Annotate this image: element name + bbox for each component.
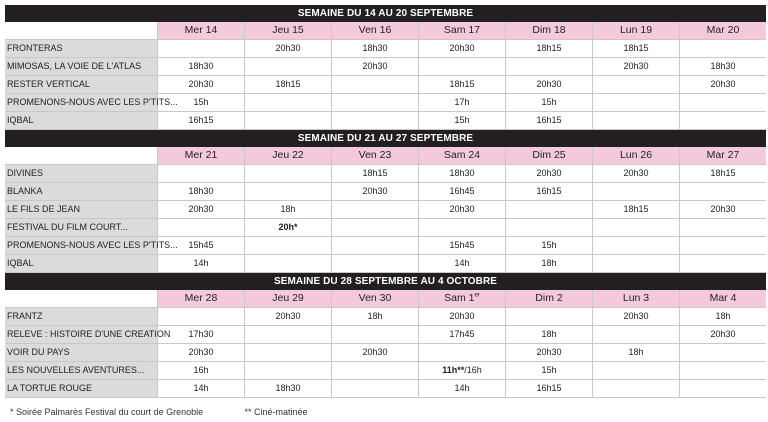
showtime-cell: 18h15 <box>506 40 593 57</box>
film-title: IQBAL <box>5 112 158 129</box>
showtime-cell: 17h30 <box>158 326 245 343</box>
week-title: SEMAINE DU 28 SEPTEMBRE AU 4 OCTOBRE <box>5 273 766 290</box>
day-label: Lun 26 <box>619 149 653 161</box>
showtime-cell: 20h30 <box>245 308 332 325</box>
day-label: Dim 2 <box>535 292 563 304</box>
showtime-cell <box>593 112 680 129</box>
showtime-cell: 17h <box>419 94 506 111</box>
day-header <box>158 290 245 307</box>
showtime-cell: 16h15 <box>506 112 593 129</box>
showtime-cell: 18h15 <box>245 76 332 93</box>
showtime-cell: 18h15 <box>593 201 680 218</box>
showtime-cell: 20h30 <box>710 79 736 89</box>
day-label: Ven 16 <box>358 24 392 36</box>
film-title: DIVINES <box>5 165 158 182</box>
showtime-cell: 17h45 <box>419 326 506 343</box>
showtime-cell: 18h <box>506 326 593 343</box>
film-title: FESTIVAL DU FILM COURT... <box>5 219 158 236</box>
showtime-cell <box>332 255 419 272</box>
day-header <box>419 290 506 307</box>
showtime-cell: 20h30 <box>332 344 419 361</box>
showtime-cell <box>680 183 766 200</box>
day-header <box>680 290 766 307</box>
showtime-cell <box>245 183 332 200</box>
showtime-cell <box>245 112 332 129</box>
showtime-cell: 20h30 <box>593 308 680 325</box>
film-row <box>5 344 766 362</box>
day-header <box>332 22 419 39</box>
showtime-cell <box>593 94 680 111</box>
day-header <box>245 147 332 164</box>
day-header-row <box>5 290 766 308</box>
showtime-cell <box>158 165 245 182</box>
showtime-cell <box>332 94 419 111</box>
film-row <box>5 362 766 380</box>
footnote-festival: * Soirée Palmarès Festival du court de Grenoble <box>10 407 204 417</box>
showtime-cell: 18h15 <box>710 168 736 178</box>
day-label: Mer 21 <box>184 149 218 161</box>
showtime-cell <box>680 255 766 272</box>
showtime-cell: 20h30 <box>506 76 593 93</box>
film-title: FRANTZ <box>5 308 158 325</box>
day-label: Jeu 29 <box>272 292 304 304</box>
showtime-cell <box>332 237 419 254</box>
showtime-cell <box>680 237 766 254</box>
film-row <box>5 255 766 273</box>
showtime-cell <box>680 40 766 57</box>
day-header <box>593 290 680 307</box>
film-title: LES NOUVELLES AVENTURES... <box>5 362 158 379</box>
showtime-cell: 18h30 <box>710 61 736 71</box>
showtime-cell <box>593 76 680 93</box>
film-row <box>5 165 766 183</box>
showtime-cell: 14h <box>158 380 245 397</box>
showtime-cell: 18h30 <box>158 183 245 200</box>
showtime-cell <box>680 112 766 129</box>
showtime-cell <box>332 362 419 379</box>
showtime-cell: 18h30 <box>332 40 419 57</box>
showtime-cell: 14h <box>419 380 506 397</box>
footnote-cine-matinee: ** Ciné-matinée <box>244 407 308 417</box>
showtime-cell <box>419 58 506 75</box>
showtime-cell <box>245 237 332 254</box>
showtime-cell: 18h <box>506 255 593 272</box>
showtime-cell: 15h45 <box>158 237 245 254</box>
day-label: Mer 14 <box>184 24 218 36</box>
day-header <box>680 147 766 164</box>
day-label: Jeu 22 <box>272 149 304 161</box>
day-label: Sam 1 <box>444 292 475 304</box>
day-header <box>506 22 593 39</box>
film-row <box>5 58 766 76</box>
showtime-cell: 20h30 <box>332 183 419 200</box>
week-title: SEMAINE DU 14 AU 20 SEPTEMBRE <box>5 5 766 22</box>
showtime-cell <box>245 58 332 75</box>
showtime-cell <box>506 308 593 325</box>
showtime-cell <box>245 362 332 379</box>
showtime-cell <box>332 112 419 129</box>
film-row <box>5 326 766 344</box>
schedule-table <box>5 5 766 398</box>
showtime-cell <box>680 219 766 236</box>
day-header <box>506 147 593 164</box>
day-header <box>593 22 680 39</box>
day-suffix: er <box>474 292 480 299</box>
showtime-cell: 18h30 <box>245 380 332 397</box>
film-row <box>5 237 766 255</box>
day-label: Lun 3 <box>622 292 650 304</box>
header-spacer <box>5 290 158 307</box>
showtime-cell: 20h* <box>245 219 332 236</box>
showtime-cell: 16h45 <box>419 183 506 200</box>
header-spacer <box>5 22 158 39</box>
showtime-cell: 14h <box>158 255 245 272</box>
day-label: Mer 28 <box>184 292 218 304</box>
day-header <box>245 290 332 307</box>
film-title: FRONTERAS <box>5 40 158 57</box>
showtime-cell: 15h <box>506 362 593 379</box>
showtime-cell <box>158 308 245 325</box>
showtime-cell: 15h45 <box>419 237 506 254</box>
film-title: VOIR DU PAYS <box>5 344 158 361</box>
film-title: PROMENONS-NOUS AVEC LES P'TITS... <box>5 237 158 254</box>
showtime-cell: 15h <box>419 112 506 129</box>
film-title: MIMOSAS, LA VOIE DE L'ATLAS <box>5 58 158 75</box>
showtime-cell: 15h <box>158 94 245 111</box>
showtime-cell <box>680 380 766 397</box>
film-row <box>5 94 766 112</box>
day-header <box>419 22 506 39</box>
day-label: Mar 4 <box>709 292 737 304</box>
showtime-cell: 18h <box>245 201 332 218</box>
showtime-cell: 20h30 <box>419 40 506 57</box>
showtime-cell: 18h <box>593 344 680 361</box>
film-title: RELEVE : HISTOIRE D'UNE CREATION <box>5 326 158 343</box>
day-label: Ven 23 <box>358 149 392 161</box>
day-label: Mar 20 <box>706 24 740 36</box>
showtime-cell <box>245 165 332 182</box>
showtime-cell <box>506 201 593 218</box>
showtime-rest: /16h <box>464 365 482 375</box>
showtime-cell <box>245 326 332 343</box>
day-header <box>158 22 245 39</box>
showtime-highlight: 11h** <box>442 365 465 375</box>
film-title: PROMENONS-NOUS AVEC LES P'TITS... <box>5 94 158 111</box>
day-header <box>158 147 245 164</box>
showtime-cell: 20h30 <box>158 201 245 218</box>
showtime-cell: 16h <box>158 362 245 379</box>
showtime-cell <box>593 380 680 397</box>
showtime-cell: 16h15 <box>158 112 245 129</box>
film-row <box>5 183 766 201</box>
film-row <box>5 308 766 326</box>
showtime-cell: 18h <box>715 311 731 321</box>
showtime-cell: 15h <box>506 237 593 254</box>
film-title: LE FILS DE JEAN <box>5 201 158 218</box>
day-header <box>332 147 419 164</box>
showtime-cell: 15h <box>506 94 593 111</box>
showtime-cell: 18h30 <box>158 58 245 75</box>
showtime-cell: 18h30 <box>419 165 506 182</box>
showtime-cell <box>506 219 593 236</box>
showtime-cell: 20h30 <box>332 58 419 75</box>
showtime-cell: 20h30 <box>506 344 593 361</box>
showtime-cell: 18h15 <box>419 76 506 93</box>
film-title: RESTER VERTICAL <box>5 76 158 93</box>
showtime-cell <box>593 183 680 200</box>
showtime-cell <box>245 344 332 361</box>
showtime-cell <box>593 237 680 254</box>
day-label: Sam 17 <box>443 24 481 36</box>
showtime-cell: 20h30 <box>506 165 593 182</box>
showtime-cell <box>419 219 506 236</box>
day-label: Mar 27 <box>706 149 740 161</box>
showtime-cell <box>332 201 419 218</box>
day-header <box>245 22 332 39</box>
showtime-cell <box>680 362 766 379</box>
showtime-cell <box>245 94 332 111</box>
film-title: IQBAL <box>5 255 158 272</box>
film-row <box>5 40 766 58</box>
showtime-cell <box>332 326 419 343</box>
film-title: LA TORTUE ROUGE <box>5 380 158 397</box>
showtime-cell: 16h15 <box>506 380 593 397</box>
day-header-row <box>5 147 766 165</box>
film-title: BLANKA <box>5 183 158 200</box>
showtime-cell: 20h30 <box>710 204 736 214</box>
day-header <box>680 22 766 39</box>
film-row <box>5 219 766 237</box>
showtime-cell <box>506 58 593 75</box>
showtime-cell <box>158 219 245 236</box>
day-label: Lun 19 <box>619 24 653 36</box>
showtime-cell <box>332 219 419 236</box>
showtime-cell: 18h15 <box>593 40 680 57</box>
showtime-cell: 20h30 <box>710 329 736 339</box>
showtime-cell: 20h30 <box>419 308 506 325</box>
day-label: Jeu 15 <box>272 24 304 36</box>
showtime-cell: 18h <box>332 308 419 325</box>
showtime-cell <box>158 40 245 57</box>
showtime-cell <box>593 219 680 236</box>
showtime-cell: 20h30 <box>245 40 332 57</box>
week-title: SEMAINE DU 21 AU 27 SEPTEMBRE <box>5 130 766 147</box>
showtime-cell: 14h <box>419 255 506 272</box>
showtime-cell: 20h30 <box>158 344 245 361</box>
showtime-cell: 20h30 <box>158 76 245 93</box>
showtime-cell: 20h30 <box>419 201 506 218</box>
film-row <box>5 380 766 398</box>
footnotes <box>10 407 308 417</box>
showtime-cell: 20h30 <box>593 58 680 75</box>
day-header <box>332 290 419 307</box>
day-header <box>419 147 506 164</box>
showtime-cell <box>332 380 419 397</box>
showtime-cell <box>245 255 332 272</box>
day-label: Dim 25 <box>532 149 566 161</box>
film-row <box>5 76 766 94</box>
film-row <box>5 201 766 219</box>
header-spacer <box>5 147 158 164</box>
day-label: Ven 30 <box>358 292 392 304</box>
showtime-cell: 20h30 <box>593 165 680 182</box>
showtime-cell <box>680 94 766 111</box>
showtime-cell: 18h15 <box>332 165 419 182</box>
showtime-cell <box>680 344 766 361</box>
day-header <box>593 147 680 164</box>
showtime-cell: 16h15 <box>506 183 593 200</box>
showtime-cell <box>332 76 419 93</box>
day-header-row <box>5 22 766 40</box>
showtime-cell <box>593 326 680 343</box>
film-row <box>5 112 766 130</box>
showtime-cell <box>593 255 680 272</box>
day-label: Dim 18 <box>532 24 566 36</box>
showtime-cell <box>593 362 680 379</box>
showtime-cell <box>419 362 506 379</box>
day-label: Sam 24 <box>443 149 481 161</box>
showtime-cell <box>419 344 506 361</box>
day-header <box>506 290 593 307</box>
